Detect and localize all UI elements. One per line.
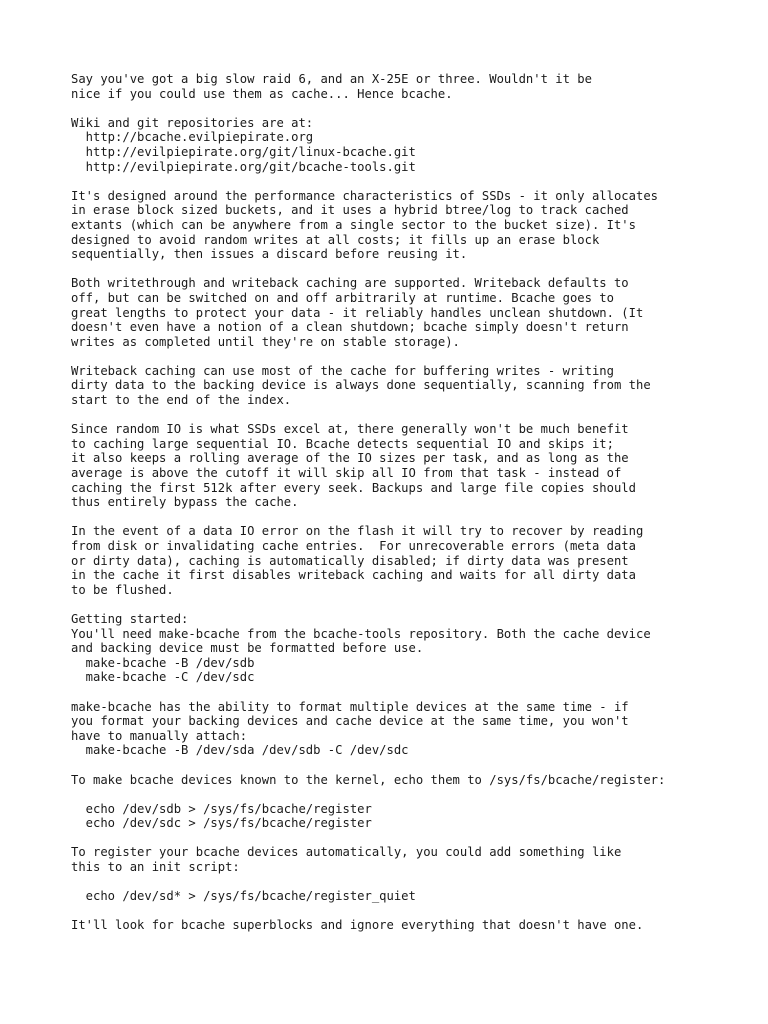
paragraph bbox=[71, 700, 731, 758]
text-line: Getting started: bbox=[71, 611, 189, 626]
text-line: nice if you could use them as cache... Hence bcache. bbox=[71, 86, 453, 101]
text-line: thus entirely bypass the cache. bbox=[71, 495, 299, 510]
text-line: make-bcache has the ability to format multiple devices at the same time - if bbox=[71, 699, 629, 714]
paragraph bbox=[71, 773, 731, 788]
text-line: writes as completed until they're on stable storage). bbox=[71, 334, 460, 349]
text-line: echo /dev/sdb > /sys/fs/bcache/register bbox=[71, 801, 372, 816]
text-line: or dirty data), caching is automatically disabled; if dirty data was present bbox=[71, 553, 629, 568]
text-line: echo /dev/sdc > /sys/fs/bcache/register bbox=[71, 816, 372, 831]
text-line: To register your bcache devices automatically, you could add something like bbox=[71, 845, 622, 860]
text-line: http://bcache.evilpiepirate.org bbox=[71, 130, 314, 145]
text-line: doesn't even have a notion of a clean shutdown; bcache simply doesn't return bbox=[71, 320, 629, 335]
text-line: extants (which can be anywhere from a single sector to the bucket size). It's bbox=[71, 217, 636, 232]
text-line: Say you've got a big slow raid 6, and an X-25E or three. Wouldn't it be bbox=[71, 72, 592, 86]
text-line: it also keeps a rolling average of the IO sizes per task, and as long as the bbox=[71, 451, 629, 466]
text-line: sequentially, then issues a discard before reusing it. bbox=[71, 247, 468, 262]
text-line: dirty data to the backing device is always done sequentially, scanning from the bbox=[71, 378, 651, 393]
text-line: http://evilpiepirate.org/git/linux-bcache.git bbox=[71, 144, 416, 159]
text-line: Since random IO is what SSDs excel at, there generally won't be much benefit bbox=[71, 422, 629, 437]
text-line: make-bcache -B /dev/sda /dev/sdb -C /dev/sdc bbox=[71, 743, 409, 758]
text-line: average is above the cutoff it will skip all IO from that task - instead of bbox=[71, 466, 622, 481]
paragraph bbox=[71, 918, 731, 933]
paragraph bbox=[71, 612, 731, 685]
text-line: caching the first 512k after every seek. Backups and large file copies should bbox=[71, 480, 636, 495]
document-body bbox=[71, 72, 731, 948]
text-line: you format your backing devices and cache device at the same time, you won't bbox=[71, 714, 629, 729]
text-line: this to an init script: bbox=[71, 860, 240, 875]
text-line: It'll look for bcache superblocks and ignore everything that doesn't have one. bbox=[71, 918, 644, 933]
text-line: It's designed around the performance characteristics of SSDs - it only allocates bbox=[71, 188, 658, 203]
paragraph bbox=[71, 276, 731, 349]
text-line: off, but can be switched on and off arbitrarily at runtime. Bcache goes to bbox=[71, 290, 614, 305]
text-line: Wiki and git repositories are at: bbox=[71, 115, 314, 130]
paragraph bbox=[71, 889, 731, 904]
text-line: to caching large sequential IO. Bcache detects sequential IO and skips it; bbox=[71, 436, 614, 451]
text-line: start to the end of the index. bbox=[71, 393, 292, 408]
text-line: designed to avoid random writes at all costs; it fills up an erase block bbox=[71, 232, 600, 247]
text-line: Writeback caching can use most of the cache for buffering writes - writing bbox=[71, 363, 614, 378]
text-line: You'll need make-bcache from the bcache-tools repository. Both the cache device bbox=[71, 626, 651, 641]
text-line: make-bcache -C /dev/sdc bbox=[71, 670, 255, 685]
paragraph bbox=[71, 802, 731, 831]
paragraph bbox=[71, 845, 731, 874]
paragraph bbox=[71, 524, 731, 597]
text-line: and backing device must be formatted before use. bbox=[71, 641, 424, 656]
text-line: In the event of a data IO error on the flash it will try to recover by reading bbox=[71, 524, 644, 539]
text-line: great lengths to protect your data - it reliably handles unclean shutdown. (It bbox=[71, 305, 644, 320]
text-line: have to manually attach: bbox=[71, 728, 248, 743]
text-line: in erase block sized buckets, and it uses a hybrid btree/log to track cached bbox=[71, 203, 629, 218]
text-line: to be flushed. bbox=[71, 582, 174, 597]
text-line: echo /dev/sd* > /sys/fs/bcache/register_quiet bbox=[71, 889, 416, 904]
paragraph bbox=[71, 72, 731, 101]
text-line: http://evilpiepirate.org/git/bcache-tools.git bbox=[71, 159, 416, 174]
text-line: in the cache it first disables writeback caching and waits for all dirty data bbox=[71, 568, 636, 583]
paragraph bbox=[71, 189, 731, 262]
paragraph bbox=[71, 364, 731, 408]
paragraph bbox=[71, 116, 731, 174]
text-line: make-bcache -B /dev/sdb bbox=[71, 655, 255, 670]
text-line: from disk or invalidating cache entries. For unrecoverable errors (meta data bbox=[71, 539, 636, 553]
text-line: Both writethrough and writeback caching are supported. Writeback defaults to bbox=[71, 276, 629, 291]
text-line: To make bcache devices known to the kernel, echo them to /sys/fs/bcache/register: bbox=[71, 772, 666, 787]
paragraph bbox=[71, 422, 731, 510]
